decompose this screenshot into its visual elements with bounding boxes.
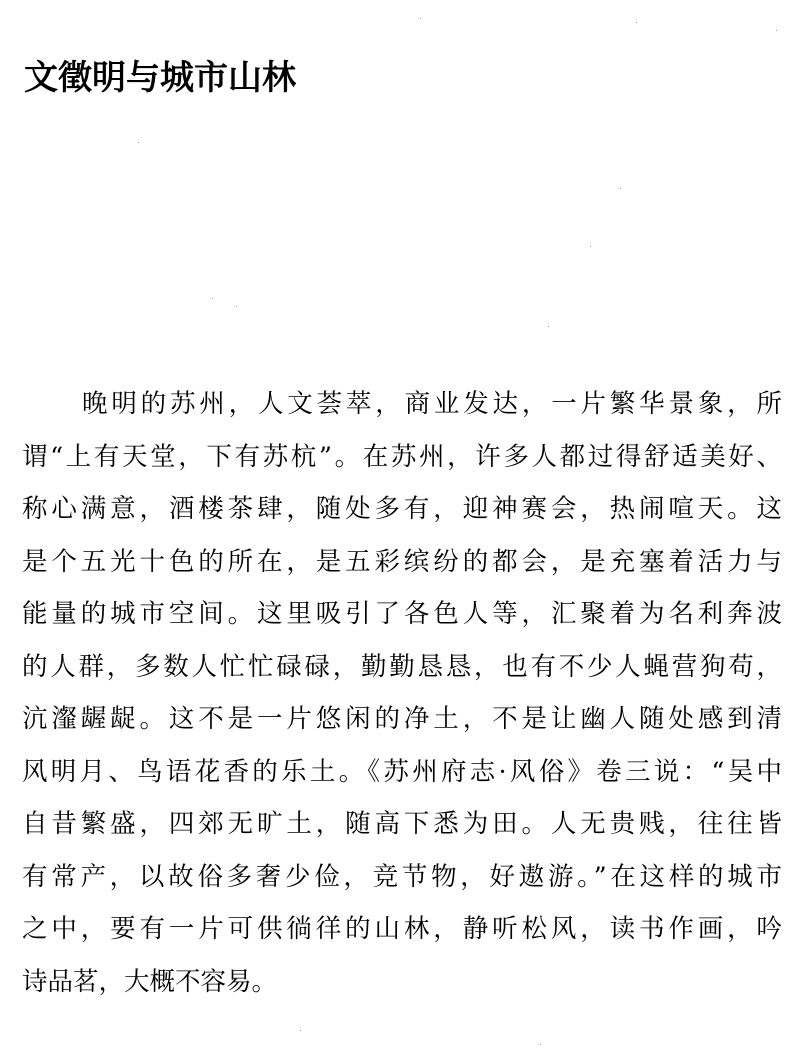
paragraph-line: 有常产，以故俗多奢少俭，竞节物，好遨游。”在这样的城市 — [22, 861, 782, 892]
paragraph-line: 的人群，多数人忙忙碌碌，勤勤恳恳，也有不少人蝇营狗苟， — [22, 651, 782, 682]
paragraph-line: 是个五光十色的所在，是五彩缤纷的都会，是充塞着活力与 — [22, 546, 782, 577]
paragraph-line: 能量的城市空间。这里吸引了各色人等，汇聚着为名利奔波 — [22, 599, 782, 629]
paragraph-line: 称心满意，酒楼茶肆，随处多有，迎神赛会，热闹喧天。这 — [22, 494, 782, 524]
paragraph-line: 风明月、鸟语花香的乐土。《苏州府志·风俗》卷三说：“吴中 — [22, 756, 782, 787]
paragraph-line: 谓“上有天堂，下有苏杭”。在苏州，许多人都过得舒适美好、 — [22, 441, 782, 472]
scan-speck — [300, 1030, 301, 1031]
scan-speck — [590, 246, 591, 247]
paragraph-line: 晚明的苏州，人文荟萃，商业发达，一片繁华景象，所 — [82, 389, 782, 419]
scan-speck — [776, 30, 777, 31]
scan-speck — [636, 22, 637, 23]
scan-speck — [420, 18, 421, 19]
scan-speck — [236, 306, 237, 307]
scan-speck — [138, 142, 139, 143]
paragraph-line: 之中，要有一片可供徜徉的山林，静听松风，读书作画，吟 — [22, 914, 782, 944]
paragraph-line: 沆瀣龌龊。这不是一片悠闲的净土，不是让幽人随处感到清 — [22, 704, 782, 734]
scan-speck — [212, 298, 213, 299]
paragraph-line: 自昔繁盛，四郊无旷土，随高下悉为田。人无贵贱，往往皆 — [22, 809, 782, 839]
chapter-title: 文徵明与城市山林 — [24, 58, 296, 98]
scan-speck — [620, 188, 621, 189]
paragraph-line: 诗品茗，大概不容易。 — [22, 966, 278, 997]
scan-speck — [540, 1044, 541, 1045]
scan-speck — [548, 326, 549, 327]
body-paragraph — [22, 378, 782, 1008]
